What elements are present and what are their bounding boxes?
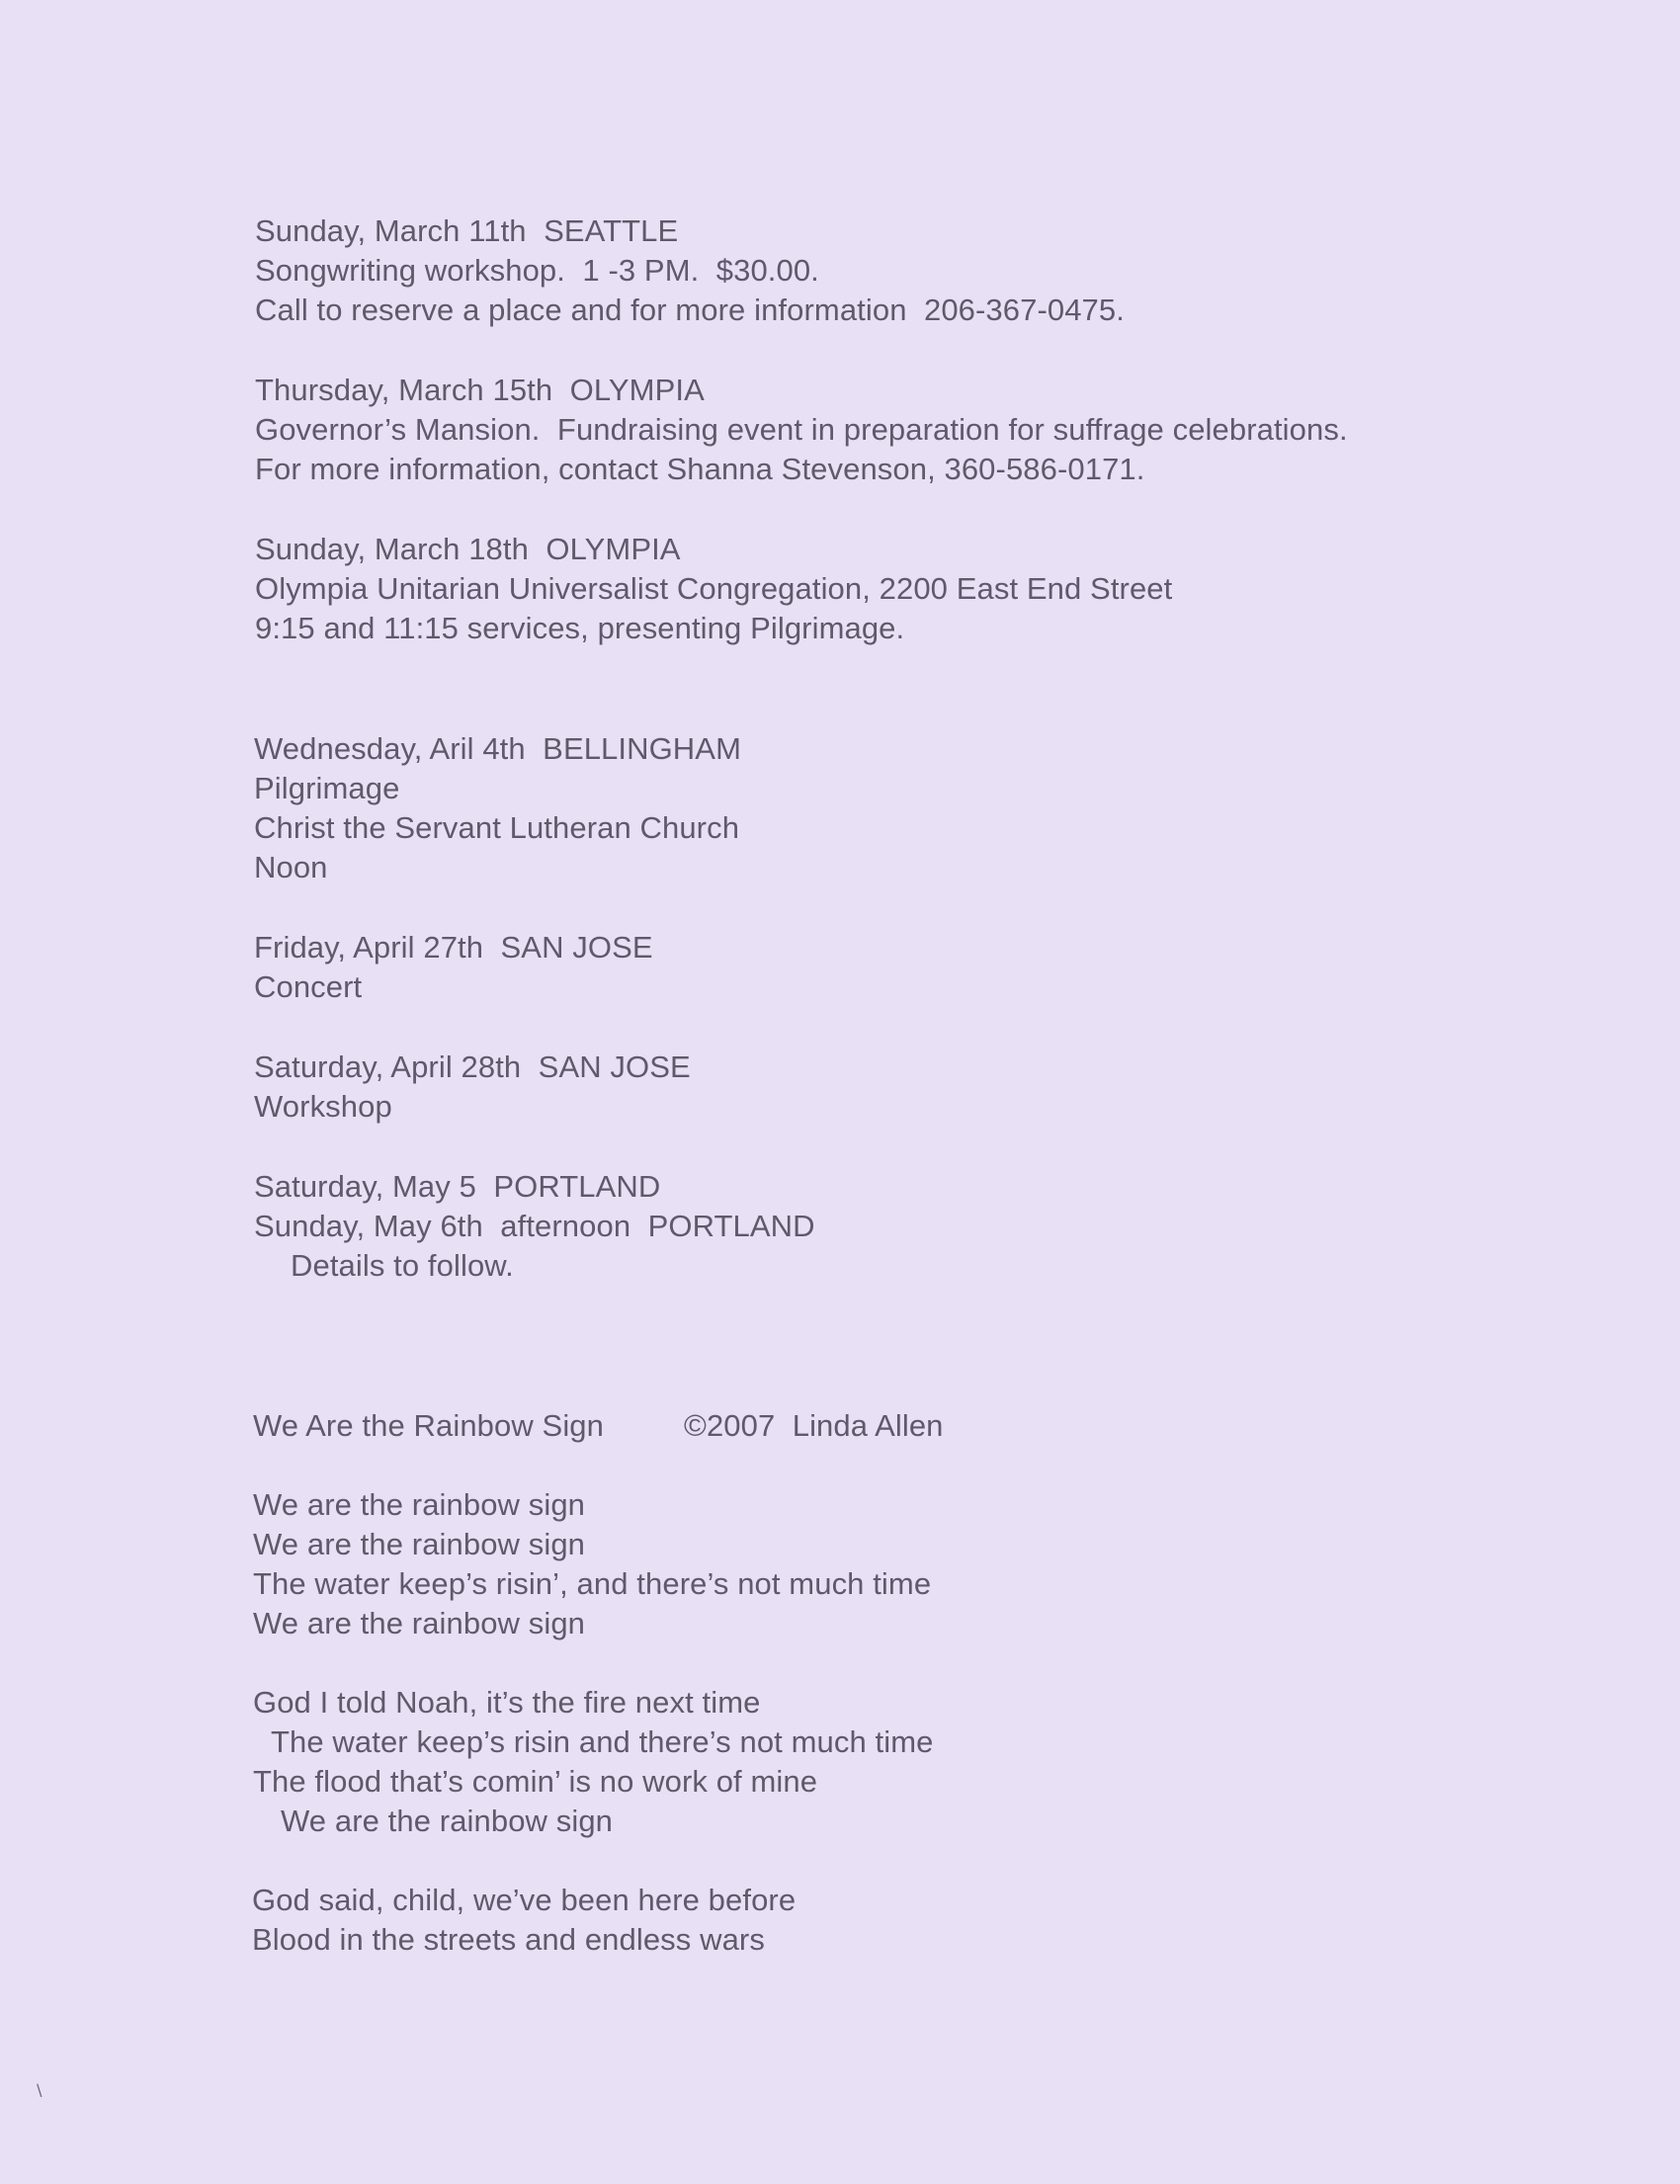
event-portland-heading: Saturday, May 5 PORTLAND	[254, 1169, 661, 1204]
event-seattle-line-1: Songwriting workshop. 1 -3 PM. $30.00.	[255, 253, 819, 288]
event-bellingham-line-3: Noon	[254, 850, 328, 884]
event-olympia-congregation-line-2: 9:15 and 11:15 services, presenting Pilgrimage.	[255, 611, 905, 645]
event-olympia-mansion-heading: Thursday, March 15th OLYMPIA	[255, 373, 705, 407]
stanza-3-line-1: God said, child, we’ve been here before	[252, 1883, 797, 1917]
stanza-2-line-3: The flood that’s comin’ is no work of mine	[253, 1764, 818, 1799]
event-seattle-heading: Sunday, March 11th SEATTLE	[255, 213, 679, 248]
stanza-2-line-2: The water keep’s risin and there’s not much time	[271, 1724, 934, 1759]
event-olympia-mansion-line-2: For more information, contact Shanna Stevenson, 360-586-0171.	[255, 452, 1145, 486]
stanza-1-line-1: We are the rainbow sign	[253, 1487, 586, 1522]
event-olympia-congregation-heading: Sunday, March 18th OLYMPIA	[255, 532, 681, 566]
stanza-1-line-3: The water keep’s risin’, and there’s not much time	[253, 1566, 932, 1601]
event-bellingham-line-1: Pilgrimage	[254, 771, 400, 805]
event-sanjose-concert-heading: Friday, April 27th SAN JOSE	[254, 930, 653, 965]
event-bellingham-heading: Wednesday, Aril 4th BELLINGHAM	[254, 731, 741, 766]
stanza-2-line-1: God I told Noah, it’s the fire next time	[253, 1685, 761, 1720]
scan-mark: ∖	[34, 2083, 44, 2100]
event-olympia-mansion-line-1: Governor’s Mansion. Fundraising event in preparation for suffrage celebrations.	[255, 412, 1348, 447]
song-title: We Are the Rainbow Sign	[253, 1408, 604, 1443]
event-sanjose-concert-line-1: Concert	[254, 969, 363, 1004]
stanza-3-line-2: Blood in the streets and endless wars	[252, 1922, 765, 1957]
event-seattle-line-2: Call to reserve a place and for more information 206-367-0475.	[255, 293, 1125, 327]
event-portland-line-1: Sunday, May 6th afternoon PORTLAND	[254, 1209, 815, 1243]
event-sanjose-workshop-line-1: Workshop	[254, 1089, 392, 1124]
stanza-2-line-4: We are the rainbow sign	[281, 1804, 614, 1838]
stanza-1-line-4: We are the rainbow sign	[253, 1606, 586, 1640]
song-copyright: ©2007 Linda Allen	[684, 1408, 944, 1443]
event-bellingham-line-2: Christ the Servant Lutheran Church	[254, 810, 740, 845]
event-portland-line-2: Details to follow.	[291, 1248, 514, 1283]
stanza-1-line-2: We are the rainbow sign	[253, 1527, 586, 1561]
event-sanjose-workshop-heading: Saturday, April 28th SAN JOSE	[254, 1050, 691, 1084]
event-olympia-congregation-line-1: Olympia Unitarian Universalist Congregation, 2200 East End Street	[255, 571, 1173, 606]
